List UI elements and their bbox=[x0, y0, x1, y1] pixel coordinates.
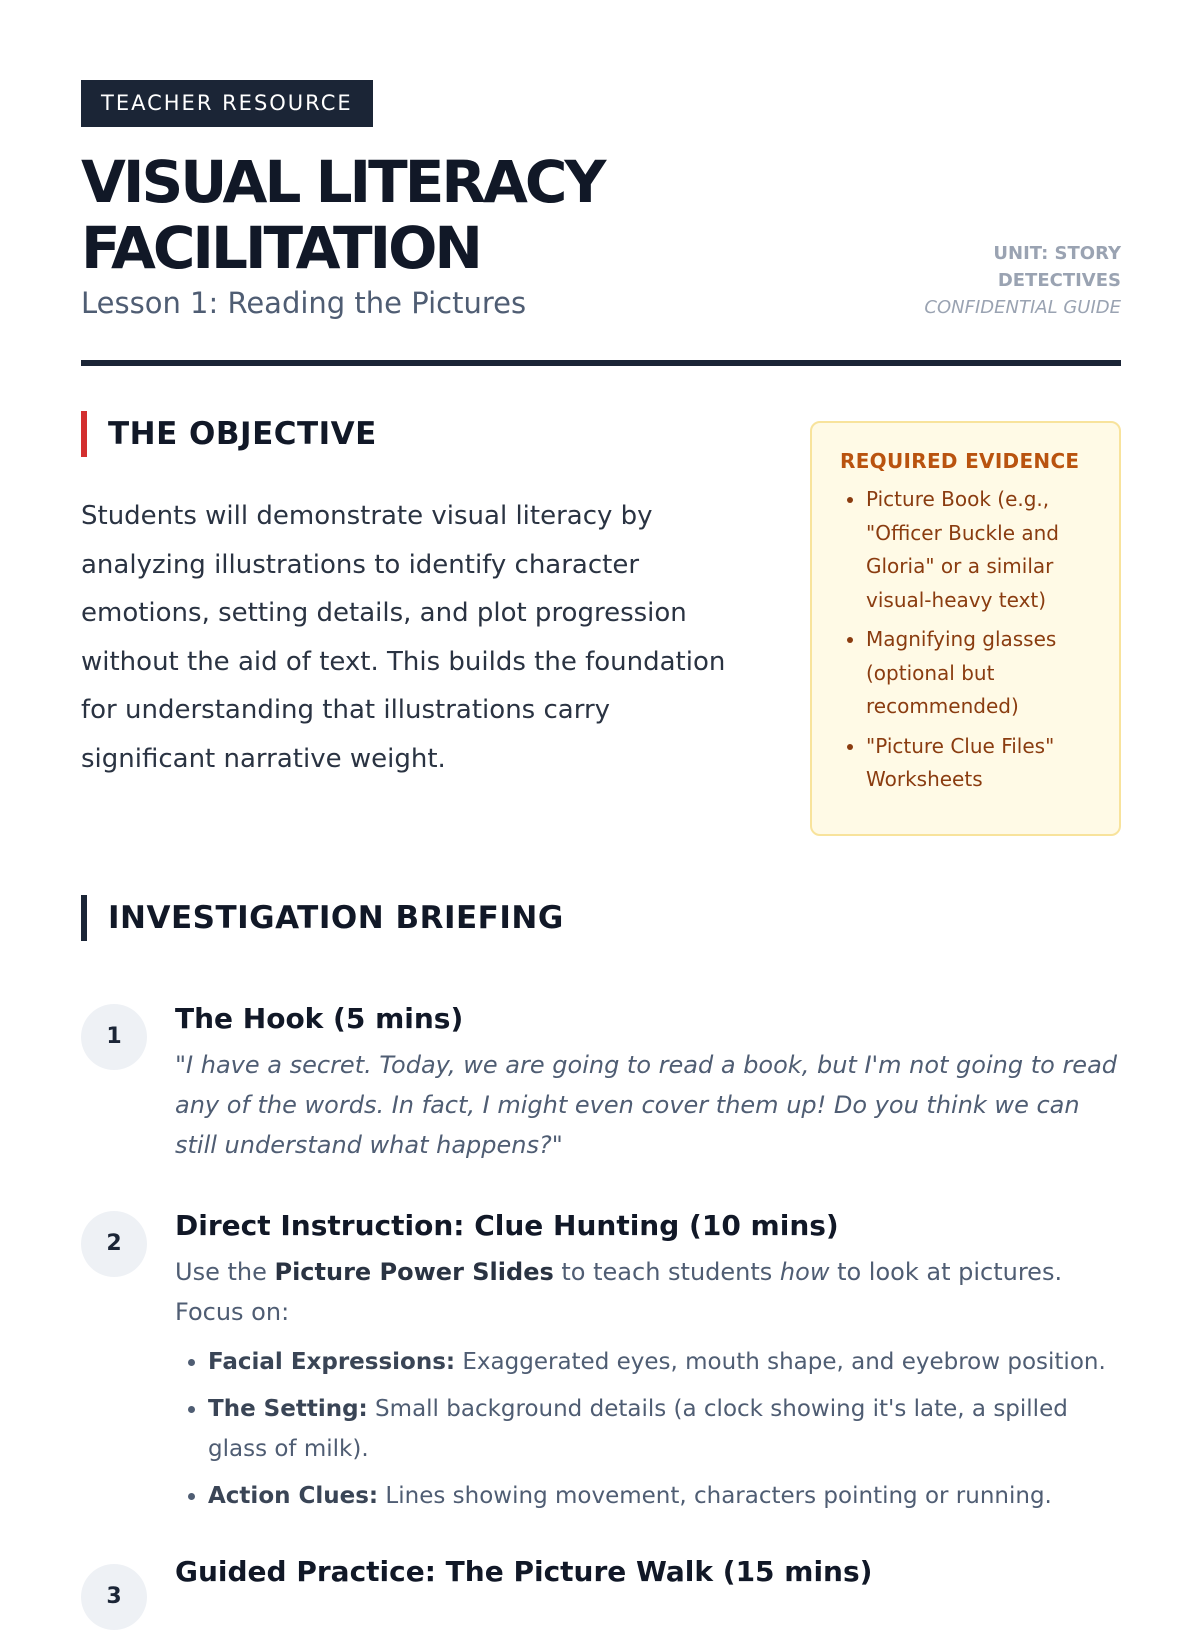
evidence-heading: REQUIRED EVIDENCE bbox=[840, 449, 1080, 473]
focus-item-label: Action Clues: bbox=[208, 1483, 379, 1509]
focus-item-text: Small background details (a clock showing it's late, a spilled glass of milk). bbox=[208, 1396, 1068, 1462]
objective-heading: THE OBJECTIVE bbox=[81, 411, 377, 457]
step-intro-a: Use the bbox=[175, 1258, 275, 1286]
picture-power-slides-label: Picture Power Slides bbox=[274, 1258, 554, 1286]
header-divider bbox=[81, 360, 1121, 366]
step-quote: "I have a secret. Today, we are going to read a book, but I'm not going to read any of the words. In fact, I might even cover them up! Do you think we can still understand what happens?" bbox=[175, 1051, 1118, 1159]
step-body bbox=[175, 1001, 1121, 1165]
page-title: VISUAL LITERACY FACILITATION bbox=[81, 148, 604, 282]
focus-list bbox=[175, 1342, 1121, 1516]
briefing-heading: INVESTIGATION BRIEFING bbox=[81, 895, 564, 941]
step-intro bbox=[175, 1252, 1121, 1332]
focus-item bbox=[208, 1389, 1121, 1469]
evidence-item: • Magnifying glasses (optional but recommended) bbox=[866, 623, 1091, 724]
evidence-list bbox=[840, 483, 1091, 797]
step-title: Guided Practice: The Picture Walk (15 mins) bbox=[175, 1555, 873, 1588]
unit-line-1: UNIT: STORY bbox=[993, 243, 1121, 264]
unit-meta bbox=[924, 240, 1121, 321]
step-title: Direct Instruction: Clue Hunting (10 mins) bbox=[175, 1209, 839, 1242]
unit-line-2: DETECTIVES bbox=[997, 270, 1121, 291]
step-intro-c: to look at pictures. Focus on: bbox=[175, 1258, 1063, 1326]
evidence-item: • "Picture Clue Files" Worksheets bbox=[866, 730, 1091, 797]
lesson-page bbox=[81, 80, 1121, 1609]
step-intro-b: to teach students bbox=[553, 1258, 780, 1286]
step-title: The Hook (5 mins) bbox=[175, 1002, 464, 1035]
focus-item-text: Lines showing movement, characters pointing or running. bbox=[378, 1483, 1052, 1509]
step-number: 1 bbox=[81, 1004, 147, 1070]
required-evidence-box bbox=[810, 421, 1121, 836]
focus-item bbox=[208, 1342, 1121, 1382]
step-body bbox=[175, 1554, 1121, 1598]
lesson-subtitle: Lesson 1: Reading the Pictures bbox=[81, 286, 527, 320]
focus-item-label: The Setting: bbox=[208, 1396, 368, 1422]
objective-text: Students will demonstrate visual literacy by analyzing illustrations to identify character emotions, setting details, and plot progression without the aid of text. This builds the foundation for understanding that illustrations carry significant narrative weight. bbox=[81, 501, 726, 774]
teacher-resource-badge: TEACHER RESOURCE bbox=[81, 80, 373, 127]
step-number: 2 bbox=[81, 1211, 147, 1277]
focus-item bbox=[208, 1476, 1121, 1516]
focus-item-text: Exaggerated eyes, mouth shape, and eyebrow position. bbox=[455, 1349, 1106, 1375]
step-intro-emphasis: how bbox=[779, 1258, 830, 1286]
focus-item-label: Facial Expressions: bbox=[208, 1349, 456, 1375]
step-body bbox=[175, 1208, 1121, 1523]
evidence-item: • Picture Book (e.g., "Officer Buckle and Gloria" or a similar visual-heavy text) bbox=[866, 483, 1091, 617]
confidential-label: CONFIDENTIAL GUIDE bbox=[924, 297, 1121, 318]
step-number: 3 bbox=[81, 1564, 147, 1630]
